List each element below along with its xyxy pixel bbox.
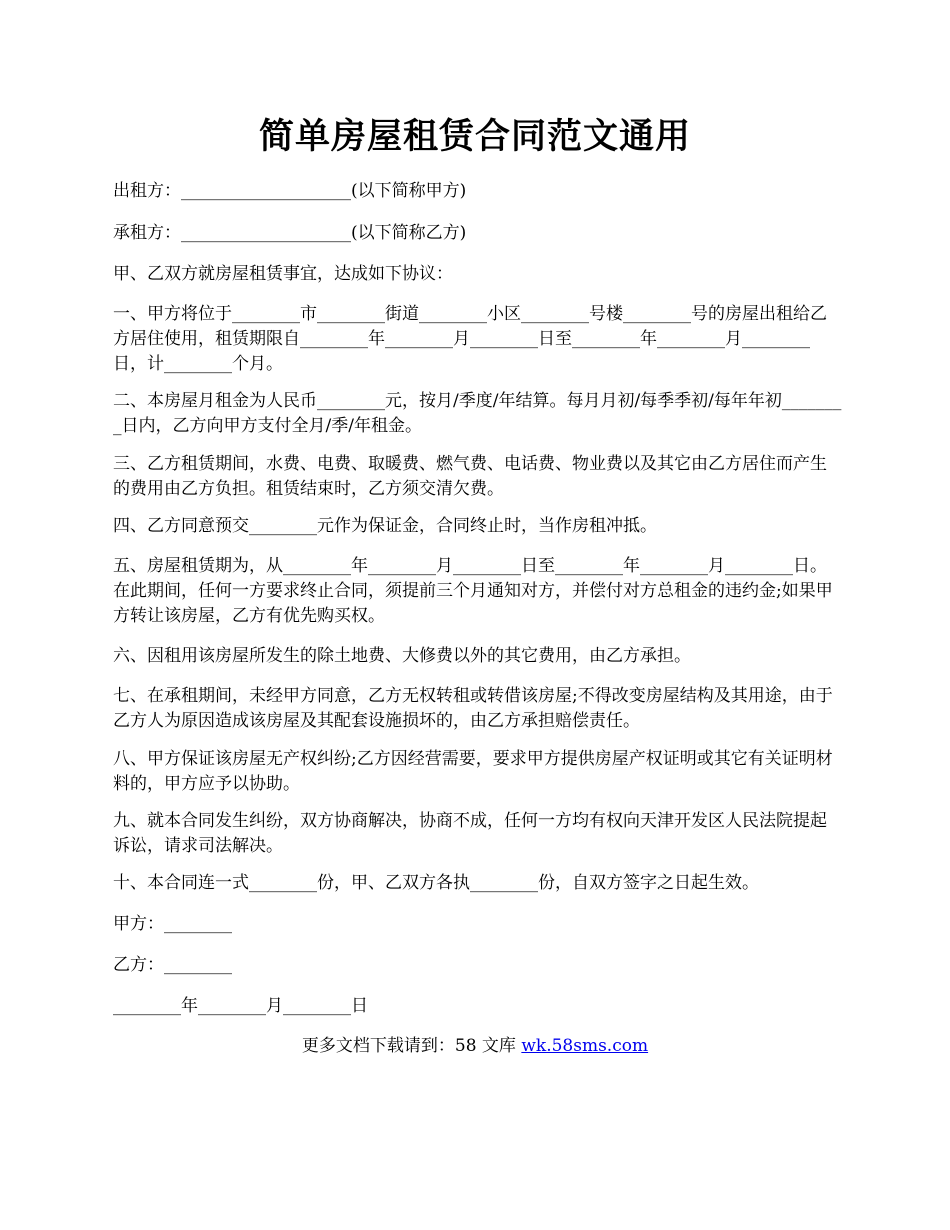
clause-1: 一、甲方将位于________市________街道________小区________号楼________号的房屋出租给乙方居住使用，租赁期限自________年________月________日至________年________月________日，计________个月。 — [113, 304, 827, 374]
clause-9: 九、就本合同发生纠纷，双方协商解决，协商不成，任何一方均有权向天津开发区人民法院提起诉讼，请求司法解决。 — [113, 811, 827, 856]
document-title: 简单房屋租赁合同范文通用 — [258, 116, 691, 157]
agreement-intro: 甲、乙双方就房屋租赁事宜，达成如下协议： — [113, 264, 453, 284]
party-a-signature: 甲方：________ — [113, 914, 232, 934]
footer-text: 更多文档下载请到：58 文库 — [301, 1036, 522, 1056]
lessor-line: 出租方：____________________(以下简称甲方) — [113, 181, 467, 201]
clause-6: 六、因租用该房屋所发生的除土地费、大修费以外的其它费用，由乙方承担。 — [113, 646, 691, 666]
footer — [0, 1034, 950, 1059]
clause-4: 四、乙方同意预交________元作为保证金，合同终止时，当作房租冲抵。 — [113, 516, 657, 536]
clause-2: 二、本房屋月租金为人民币________元，按月/季度/年结算。每月月初/每季季初/每年年初________日内，乙方向甲方支付全月/季/年租金。 — [113, 391, 842, 436]
party-b-signature: 乙方：________ — [113, 955, 232, 975]
lessee-line: 承租方：____________________(以下简称乙方) — [113, 223, 467, 243]
clause-8: 八、甲方保证该房屋无产权纠纷;乙方因经营需要，要求甲方提供房屋产权证明或其它有关证明材料的，甲方应予以协助。 — [113, 749, 833, 794]
clause-3: 三、乙方租赁期间，水费、电费、取暖费、燃气费、电话费、物业费以及其它由乙方居住而产生的费用由乙方负担。租赁结束时，乙方须交清欠费。 — [113, 454, 827, 499]
clause-7: 七、在承租期间，未经甲方同意，乙方无权转租或转借该房屋;不得改变房屋结构及其用途，由于乙方人为原因造成该房屋及其配套设施损坏的，由乙方承担赔偿责任。 — [113, 686, 833, 731]
signing-date: ________年________月________日 — [113, 996, 368, 1016]
clause-5: 五、房屋租赁期为，从________年________月________日至________年________月________日。在此期间，任何一方要求终止合同，须提前三个月通知对方，并偿付对方总租金的违约金;如果甲方转让该房屋，乙方有优先购买权。 — [113, 556, 833, 626]
footer-link[interactable]: wk.58sms.com — [521, 1036, 649, 1056]
clause-10: 十、本合同连一式________份，甲、乙双方各执________份，自双方签字之日起生效。 — [113, 873, 759, 893]
